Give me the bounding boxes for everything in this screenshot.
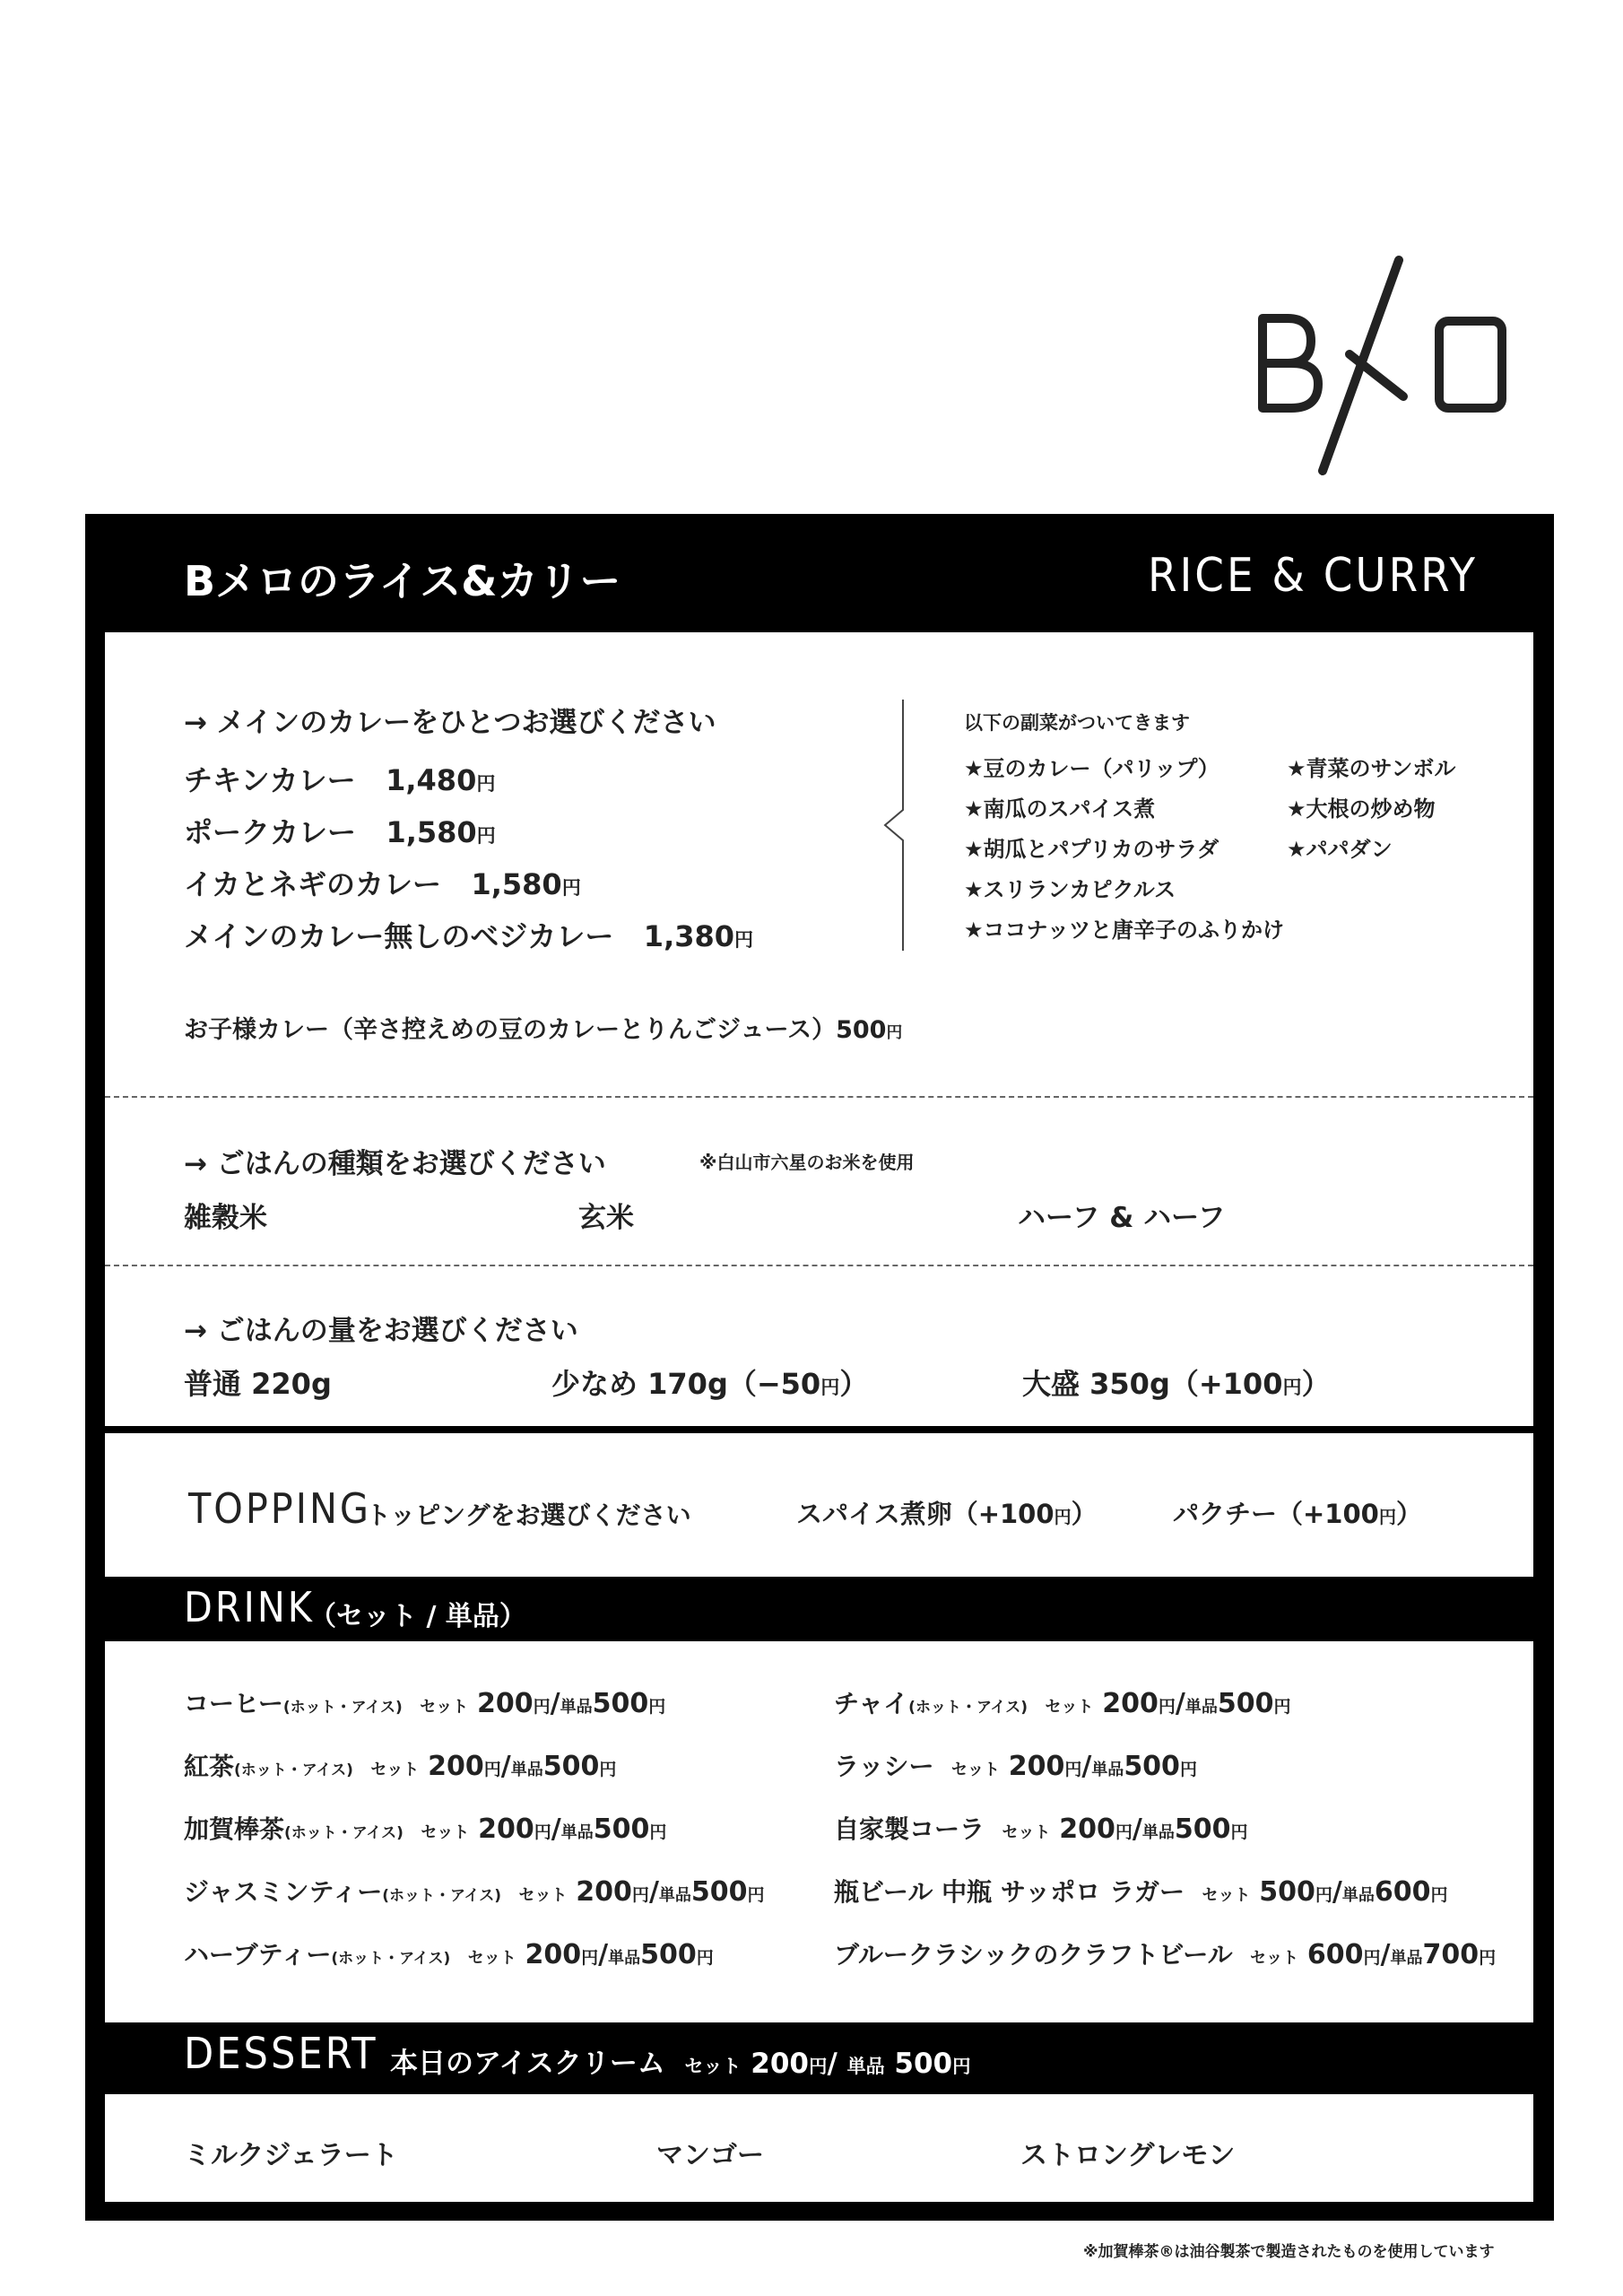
- set-price: 200: [751, 2048, 810, 2080]
- brace-divider: [874, 695, 910, 955]
- yen-mark: 円: [1315, 1885, 1332, 1905]
- slash: /: [1380, 1939, 1391, 1970]
- single-price: 500: [1124, 1751, 1180, 1782]
- yen-mark: 円: [734, 928, 754, 951]
- curry-name: メインのカレー無しのベジカレー: [184, 919, 614, 953]
- single-price: 500: [1217, 1688, 1274, 1719]
- side-dish: ★大根の炒め物: [1287, 796, 1436, 822]
- drink-subtitle: （セット / 単品）: [309, 1601, 526, 1632]
- slash: /: [1132, 1813, 1142, 1845]
- amount-text: 少なめ 170g（−50: [551, 1367, 821, 1401]
- drink-item: [834, 1684, 1291, 1720]
- side-dish: ★南瓜のスパイス煮: [964, 796, 1156, 822]
- curry-price: 1,480: [386, 763, 477, 797]
- curry-item: [184, 810, 496, 851]
- side-dish: ★青菜のサンボル: [1287, 756, 1456, 781]
- set-label: セット: [684, 2056, 742, 2077]
- yen-mark: 円: [1158, 1697, 1176, 1717]
- single-price: 500: [690, 1876, 748, 1908]
- slash: /: [1175, 1688, 1185, 1719]
- topping-title: TOPPING: [188, 1484, 371, 1533]
- yen-mark: 円: [696, 1948, 714, 1968]
- set-price: 200: [576, 1876, 632, 1908]
- yen-mark: 円: [476, 824, 496, 847]
- dessert-subtitle: 本日のアイスクリーム: [390, 2048, 665, 2080]
- topping-item: [796, 1494, 1098, 1531]
- dessert-title: DESSERT: [184, 2029, 378, 2079]
- close-paren: ）: [1301, 1367, 1331, 1401]
- yen-mark: 円: [1054, 1507, 1072, 1527]
- drink-name: ラッシー: [834, 1752, 934, 1781]
- single-label: 単品: [658, 1886, 691, 1905]
- set-label: セット: [421, 1823, 470, 1842]
- dessert-flavor: ミルクジェラート: [184, 2140, 398, 2171]
- drink-item: [184, 1747, 616, 1783]
- topping-subtitle: トッピングをお選びください: [366, 1500, 691, 1530]
- set-label: セット: [1002, 1823, 1051, 1842]
- yen-mark: 円: [1479, 1948, 1497, 1968]
- yen-mark: 円: [820, 1376, 840, 1398]
- rice-type-option: ハーフ & ハーフ: [1018, 1202, 1226, 1234]
- single-price: 500: [592, 1688, 649, 1719]
- logo-mark: [1255, 251, 1524, 484]
- single-price: 700: [1422, 1939, 1480, 1970]
- side-dish: ★胡瓜とパプリカのサラダ: [964, 837, 1219, 862]
- set-price: 500: [1259, 1876, 1315, 1908]
- single-price: 600: [1374, 1876, 1431, 1908]
- dessert-flavor: ストロングレモン: [1020, 2140, 1236, 2171]
- yen-mark: 円: [1282, 1376, 1302, 1398]
- single-label: 単品: [608, 1949, 641, 1968]
- single-price: 500: [593, 1813, 650, 1845]
- yen-mark: 円: [1273, 1697, 1291, 1717]
- yen-mark: 円: [1064, 1760, 1082, 1779]
- slash: /: [827, 2048, 838, 2080]
- close-paren: ）: [1071, 1499, 1098, 1529]
- curry-price: 1,580: [386, 815, 477, 849]
- yen-mark: 円: [1363, 1948, 1381, 1968]
- rice-title-en: RICE & CURRY: [1148, 549, 1478, 603]
- logo: [1255, 251, 1524, 484]
- section-divider: [105, 1096, 1533, 1098]
- curry-price: 1,380: [643, 919, 735, 953]
- slash: /: [550, 1688, 560, 1719]
- drink-name: 加賀棒茶: [184, 1814, 285, 1844]
- single-label: 単品: [560, 1823, 594, 1842]
- close-paren: ）: [1395, 1499, 1422, 1529]
- slash: /: [598, 1939, 609, 1970]
- curry-price: 1,580: [471, 867, 562, 901]
- rice-type-option: 雑穀米: [184, 1202, 267, 1234]
- yen-mark: 円: [952, 2056, 971, 2077]
- amount-text: 普通 220g: [184, 1367, 332, 1401]
- yen-mark: 円: [561, 876, 581, 899]
- single-label: 単品: [510, 1761, 543, 1779]
- yen-mark: 円: [599, 1760, 617, 1779]
- drink-name: ジャスミンティー: [184, 1877, 383, 1907]
- drink-note: (ホット・アイス): [284, 1824, 404, 1842]
- slash: /: [500, 1751, 511, 1782]
- drink-title: DRINK: [184, 1583, 315, 1631]
- rice-type-note: ※白山市六星のお米を使用: [699, 1152, 915, 1173]
- yen-mark: 円: [1430, 1885, 1448, 1905]
- main-curry-heading: → メインのカレーをひとつお選びください: [184, 707, 716, 739]
- set-price: 200: [1008, 1751, 1065, 1782]
- single-price: 500: [894, 2048, 953, 2080]
- set-label: セット: [1202, 1886, 1251, 1905]
- drink-item: [184, 1684, 665, 1720]
- set-label: セット: [370, 1761, 420, 1779]
- curry-item: [184, 758, 495, 799]
- yen-mark: 円: [581, 1948, 599, 1968]
- slash: /: [1081, 1751, 1092, 1782]
- rice-amount-heading: → ごはんの量をお選びください: [184, 1315, 578, 1347]
- yen-mark: 円: [534, 1822, 551, 1842]
- drink-item: [184, 1873, 765, 1909]
- drink-item: [834, 1810, 1248, 1846]
- drink-name: ハーブティー: [184, 1940, 332, 1970]
- yen-mark: 円: [1230, 1822, 1248, 1842]
- set-label: セット: [950, 1761, 1000, 1779]
- drink-note: (ホット・アイス): [908, 1699, 1028, 1717]
- yen-mark: 円: [1378, 1507, 1396, 1527]
- rice-amount-option: [184, 1361, 332, 1403]
- curry-name: ポークカレー: [184, 815, 357, 849]
- drink-note: (ホット・アイス): [331, 1950, 451, 1968]
- yen-mark: 円: [1179, 1760, 1197, 1779]
- set-label: セット: [420, 1698, 469, 1717]
- drink-name: ブルークラシックのクラフトビール: [834, 1940, 1233, 1970]
- drink-item: [184, 1935, 714, 1971]
- slash: /: [551, 1813, 561, 1845]
- section-divider: [105, 1265, 1533, 1266]
- drink-item: [184, 1810, 666, 1846]
- yen-mark: 円: [747, 1885, 765, 1905]
- set-price: 200: [428, 1751, 484, 1782]
- curry-name: イカとネギのカレー: [184, 867, 442, 901]
- slash: /: [648, 1876, 659, 1908]
- rice-amount-option: [551, 1361, 868, 1403]
- rice-title-ja: Bメロのライス&カリー: [184, 557, 621, 605]
- set-label: セット: [1250, 1949, 1299, 1968]
- kids-curry-text: お子様カレー（辛さ控えめの豆のカレーとりんごジュース）500: [184, 1016, 887, 1044]
- yen-mark: 円: [649, 1822, 667, 1842]
- side-dish: ★豆のカレー（パリップ）: [964, 756, 1219, 781]
- close-paren: ）: [839, 1367, 869, 1401]
- yen-mark: 円: [476, 772, 496, 795]
- set-label: セット: [518, 1886, 568, 1905]
- slash: /: [1332, 1876, 1342, 1908]
- single-price: 500: [1174, 1813, 1231, 1845]
- topping-text: スパイス煮卵（+100: [796, 1499, 1055, 1529]
- yen-mark: 円: [631, 1885, 649, 1905]
- sides-heading: 以下の副菜がついてきます: [964, 712, 1190, 734]
- side-dish: ★ココナッツと唐辛子のふりかけ: [964, 918, 1285, 943]
- drink-item: [834, 1873, 1448, 1909]
- drink-name: チャイ: [834, 1689, 909, 1718]
- drink-item: [834, 1747, 1197, 1783]
- set-price: 200: [525, 1939, 582, 1970]
- yen-mark: 円: [483, 1760, 501, 1779]
- side-dish: ★パパダン: [1287, 837, 1393, 862]
- drink-note: (ホット・アイス): [382, 1887, 502, 1905]
- set-price: 200: [1102, 1688, 1159, 1719]
- curry-item: [184, 862, 581, 903]
- single-label: 単品: [1141, 1823, 1175, 1842]
- single-label: 単品: [1341, 1886, 1375, 1905]
- topping-text: パクチー（+100: [1173, 1499, 1379, 1529]
- single-label: 単品: [1390, 1949, 1423, 1968]
- yen-mark: 円: [533, 1697, 551, 1717]
- set-label: セット: [1045, 1698, 1094, 1717]
- rice-amount-option: [1022, 1361, 1331, 1403]
- set-label: セット: [467, 1949, 516, 1968]
- single-label: 単品: [1091, 1761, 1124, 1779]
- drink-item: [834, 1935, 1496, 1971]
- single-label: 単品: [560, 1698, 593, 1717]
- single-label: 単品: [846, 2056, 885, 2077]
- dessert-line: [390, 2040, 971, 2081]
- drink-note: (ホット・アイス): [282, 1699, 403, 1717]
- side-dish: ★スリランカピクルス: [964, 877, 1176, 902]
- curry-name: チキンカレー: [184, 763, 356, 797]
- rice-type-heading: → ごはんの種類をお選びください: [184, 1148, 606, 1180]
- amount-text: 大盛 350g（+100: [1022, 1367, 1283, 1401]
- drink-name: コーヒー: [184, 1689, 283, 1718]
- drink-name: 紅茶: [184, 1752, 235, 1781]
- footnote: ※加賀棒茶®は油谷製茶で製造されたものを使用しています: [1083, 2243, 1495, 2261]
- topping-item: [1173, 1494, 1422, 1531]
- set-price: 200: [478, 1813, 534, 1845]
- kids-curry: [184, 1010, 902, 1045]
- single-price: 500: [640, 1939, 697, 1970]
- drink-note: (ホット・アイス): [234, 1761, 353, 1779]
- drink-name: 自家製コーラ: [834, 1814, 985, 1844]
- set-price: 600: [1306, 1939, 1364, 1970]
- set-price: 200: [1059, 1813, 1115, 1845]
- single-price: 500: [542, 1751, 600, 1782]
- rice-type-option: 玄米: [578, 1202, 634, 1234]
- set-price: 200: [476, 1688, 534, 1719]
- single-label: 単品: [1185, 1698, 1218, 1717]
- yen-mark: 円: [648, 1697, 666, 1717]
- yen-mark: 円: [1115, 1822, 1133, 1842]
- curry-item: [184, 914, 753, 955]
- drink-name: 瓶ビール 中瓶 サッポロ ラガー: [834, 1877, 1185, 1907]
- yen-mark: 円: [809, 2056, 828, 2077]
- yen-mark: 円: [886, 1023, 903, 1042]
- dessert-flavor: マンゴー: [656, 2140, 764, 2171]
